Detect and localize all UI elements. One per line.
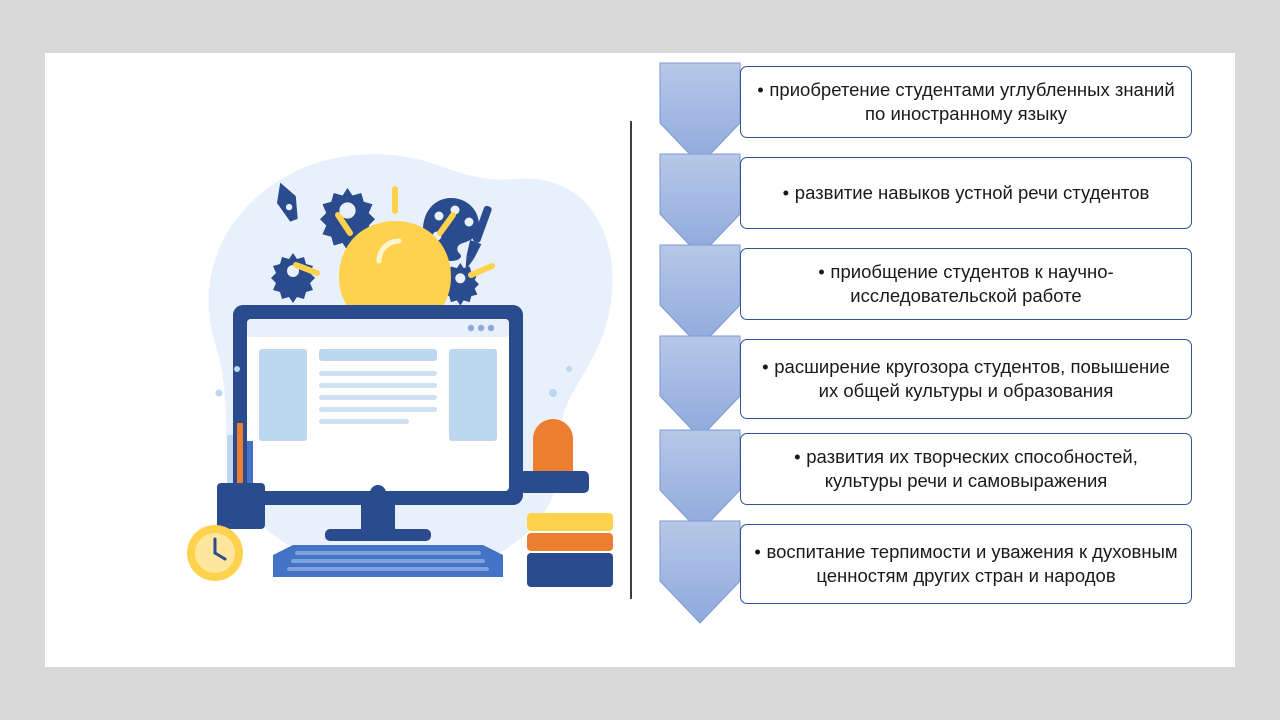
list-item-text: развитие навыков устной речи студентов (794, 182, 1150, 204)
list-item-text: приобщение студентов к научно-исследовательской работе (830, 261, 1114, 306)
list-left-rule (630, 121, 632, 599)
list-item-bullet: • (782, 182, 790, 204)
list-item-textbox (740, 66, 1192, 138)
list-item-text: развития их творческих способностей, культуры речи и самовыражения (806, 446, 1138, 491)
list-item-text: приобретение студентами углубленных знаний по иностранному языку (769, 79, 1175, 124)
list-item-bullet: • (818, 261, 826, 283)
list-item-text: воспитание терпимости и уважения к духовным ценностям других стран и народов (766, 541, 1178, 586)
list-item-bullet: • (757, 79, 765, 101)
slide-canvas (45, 53, 1235, 667)
list-item-text: расширение кругозора студентов, повышение их общей культуры и образования (774, 356, 1170, 401)
chevron-process-list (630, 61, 1190, 661)
list-item-textbox (740, 433, 1192, 505)
list-item[interactable] (640, 61, 1190, 152)
chevron-arrow-icon (656, 334, 744, 440)
idea-computer-illustration (155, 93, 625, 613)
list-item[interactable] (640, 428, 1190, 519)
list-item-bullet: • (794, 446, 802, 468)
list-item-bullet: • (762, 356, 770, 378)
list-item-textbox (740, 339, 1192, 419)
list-item[interactable] (640, 334, 1190, 425)
list-item[interactable] (640, 519, 1190, 610)
list-item-textbox (740, 248, 1192, 320)
list-item[interactable] (640, 152, 1190, 243)
list-item-textbox (740, 524, 1192, 604)
chevron-arrow-icon (656, 519, 744, 625)
list-item-bullet: • (754, 541, 762, 563)
list-item[interactable] (640, 243, 1190, 334)
list-item-textbox (740, 157, 1192, 229)
